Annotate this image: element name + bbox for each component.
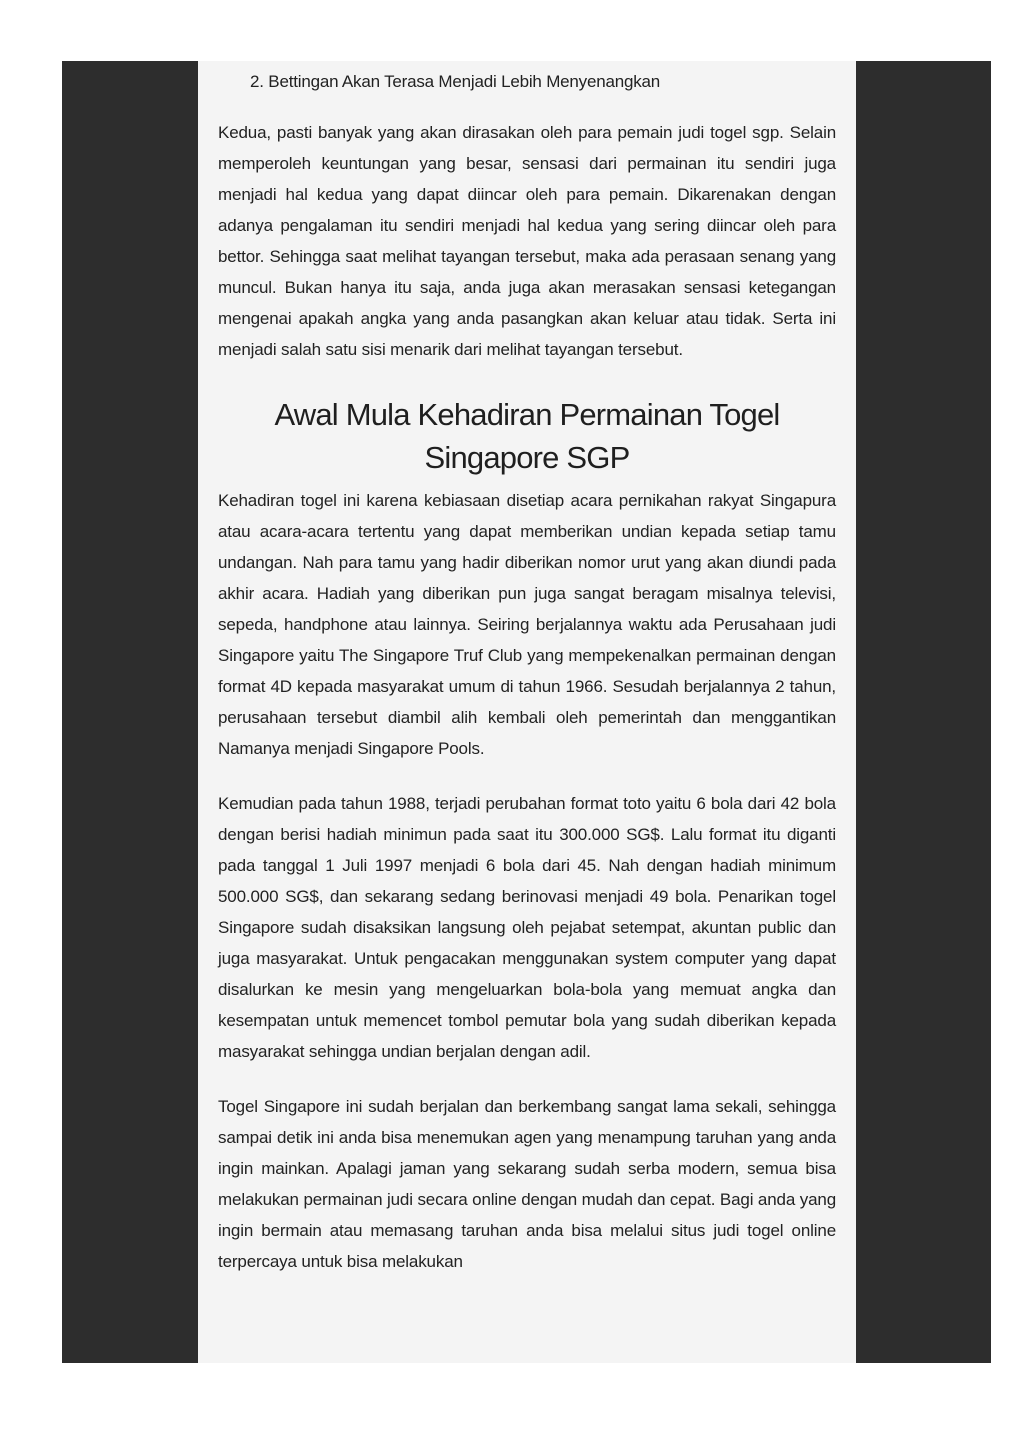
article-content [198, 61, 856, 1363]
paragraph-kehadiran: Kehadiran togel ini karena kebiasaan disetiap acara pernikahan rakyat Singapura atau acara-acara tertentu yang dapat memberikan undian kepada setiap tamu undangan. Nah para tamu yang hadir diberikan nomor urut yang akan diundi pada akhir acara. Hadiah yang diberikan pun juga sangat beragam misalnya televisi, sepeda, handphone atau lainnya. Seiring berjalannya waktu ada Perusahaan judi Singapore yaitu The Singapore Truf Club yang mempekenalkan permainan dengan format 4D kepada masyarakat umum di tahun 1966. Sesudah berjalannya 2 tahun, perusahaan tersebut diambil alih kembali oleh pemerintah dan menggantikan Namanya menjadi Singapore Pools. [218, 491, 836, 758]
list-item: 2. Bettingan Akan Terasa Menjadi Lebih Menyenangkan [250, 72, 661, 91]
article-body [198, 71, 856, 1277]
paragraph-kedua: Kedua, pasti banyak yang akan dirasakan oleh para pemain judi togel sgp. Selain memperoleh keuntungan yang besar, sensasi dari permainan itu sendiri juga menjadi hal kedua yang dapat diincar oleh para pemain. Dikarenakan dengan adanya pengalaman itu sendiri menjadi hal kedua yang sering diincar oleh para bettor. Sehingga saat melihat tayangan tersebut, maka ada perasaan senang yang muncul. Bukan hanya itu saja, anda juga akan merasakan sensasi ketegangan mengenai apakah angka yang anda pasangkan akan keluar atau tidak. Serta ini menjadi salah satu sisi menarik dari melihat tayangan tersebut. [218, 123, 836, 359]
paragraph-kemudian: Kemudian pada tahun 1988, terjadi perubahan format toto yaitu 6 bola dari 42 bola dengan berisi hadiah minimun pada saat itu 300.000 SG$. Lalu format itu diganti pada tanggal 1 Juli 1997 menjadi 6 bola dari 45. Nah dengan hadiah minimum 500.000 SG$, dan sekarang sedang berinovasi menjadi 49 bola. Penarikan togel Singapore sudah disaksikan langsung oleh pejabat setempat, akuntan public dan juga masyarakat. Untuk pengacakan menggunakan system computer yang dapat disalurkan ke mesin yang mengeluarkan bola-bola yang memuat angka dan kesempatan untuk memencet tombol pemutar bola yang sudah diberikan kepada masyarakat sehingga undian berjalan dengan adil. [218, 794, 836, 1061]
paragraph-togel-singapore: Togel Singapore ini sudah berjalan dan berkembang sangat lama sekali, sehingga sampai detik ini anda bisa menemukan agen yang menampung taruhan yang anda ingin mainkan. Apalagi jaman yang sekarang sudah serba modern, semua bisa melakukan permainan judi secara online dengan mudah dan cepat. Bagi anda yang ingin bermain atau memasang taruhan anda bisa melalui situs judi togel online terpercaya untuk bisa melakukan [218, 1097, 836, 1271]
section-heading: Awal Mula Kehadiran Permainan Togel Singapore SGP [274, 397, 780, 475]
page-frame [62, 61, 991, 1363]
